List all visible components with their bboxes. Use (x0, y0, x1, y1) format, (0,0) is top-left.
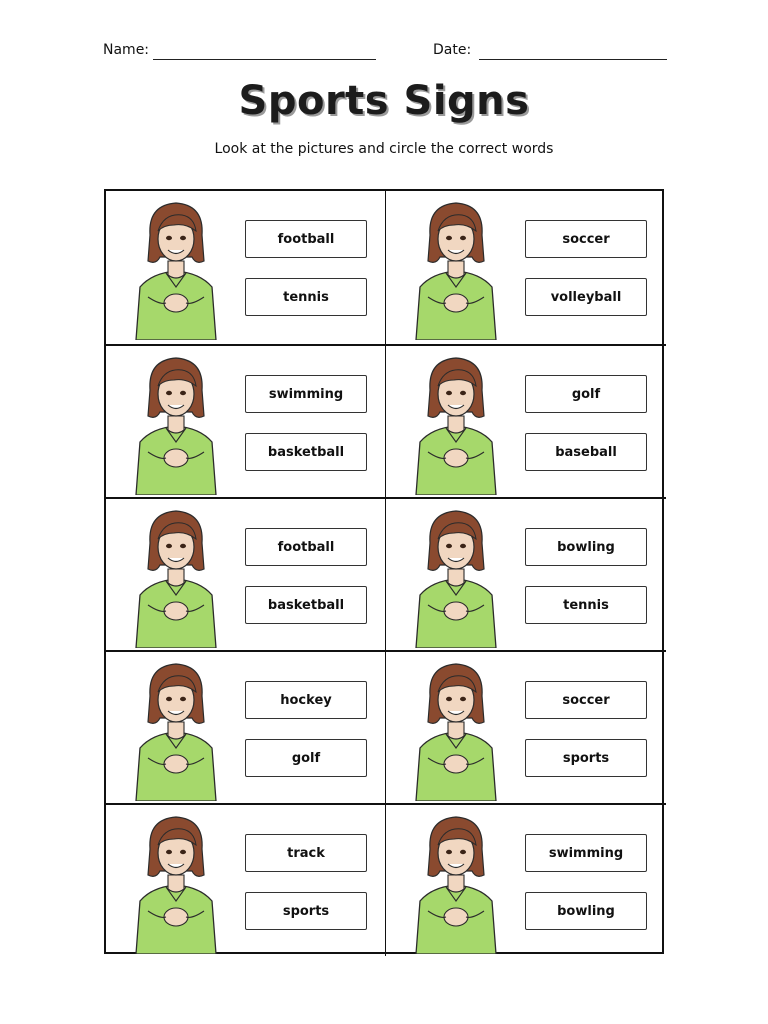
option-button[interactable]: soccer (525, 220, 647, 258)
option-button[interactable]: tennis (525, 586, 647, 624)
date-line[interactable] (479, 59, 667, 60)
option-button[interactable]: football (245, 220, 367, 258)
option-button[interactable]: bowling (525, 892, 647, 930)
woman-signing-basketball-illustration (112, 503, 240, 648)
name-label: Name: (103, 42, 150, 58)
woman-signing-baseball-illustration (392, 350, 520, 495)
page-title: Sports Signs (238, 78, 530, 124)
instructions: Look at the pictures and circle the correct words (214, 141, 554, 157)
option-button[interactable]: basketball (245, 586, 367, 624)
sign-cell (386, 803, 666, 956)
header-fields (103, 42, 668, 64)
sign-cell (106, 191, 386, 344)
option-button[interactable]: bowling (525, 528, 647, 566)
woman-signing-track-illustration (112, 809, 240, 954)
option-button[interactable]: track (245, 834, 367, 872)
woman-signing-tennis-illustration (392, 503, 520, 648)
sign-cell (386, 191, 666, 344)
option-button[interactable]: football (245, 528, 367, 566)
sign-cell (386, 497, 666, 650)
sign-cell (106, 497, 386, 650)
sign-cell (386, 344, 666, 497)
option-button[interactable]: golf (525, 375, 647, 413)
date-label: Date: (433, 42, 472, 58)
sign-cell (106, 803, 386, 956)
option-button[interactable]: baseball (525, 433, 647, 471)
woman-signing-sports-illustration (392, 656, 520, 801)
option-button[interactable]: soccer (525, 681, 647, 719)
option-button[interactable]: hockey (245, 681, 367, 719)
woman-signing-golf-illustration (112, 656, 240, 801)
woman-signing-volleyball-illustration (392, 195, 520, 340)
option-button[interactable]: basketball (245, 433, 367, 471)
option-button[interactable]: sports (245, 892, 367, 930)
name-line[interactable] (153, 59, 376, 60)
sign-grid (104, 189, 664, 954)
option-button[interactable]: tennis (245, 278, 367, 316)
option-button[interactable]: sports (525, 739, 647, 777)
sign-cell (106, 344, 386, 497)
sign-cell (386, 650, 666, 803)
option-button[interactable]: swimming (525, 834, 647, 872)
sign-cell (106, 650, 386, 803)
woman-signing-swimming-illustration (112, 350, 240, 495)
option-button[interactable]: volleyball (525, 278, 647, 316)
option-button[interactable]: golf (245, 739, 367, 777)
woman-signing-bowling-illustration (392, 809, 520, 954)
woman-signing-football-illustration (112, 195, 240, 340)
option-button[interactable]: swimming (245, 375, 367, 413)
